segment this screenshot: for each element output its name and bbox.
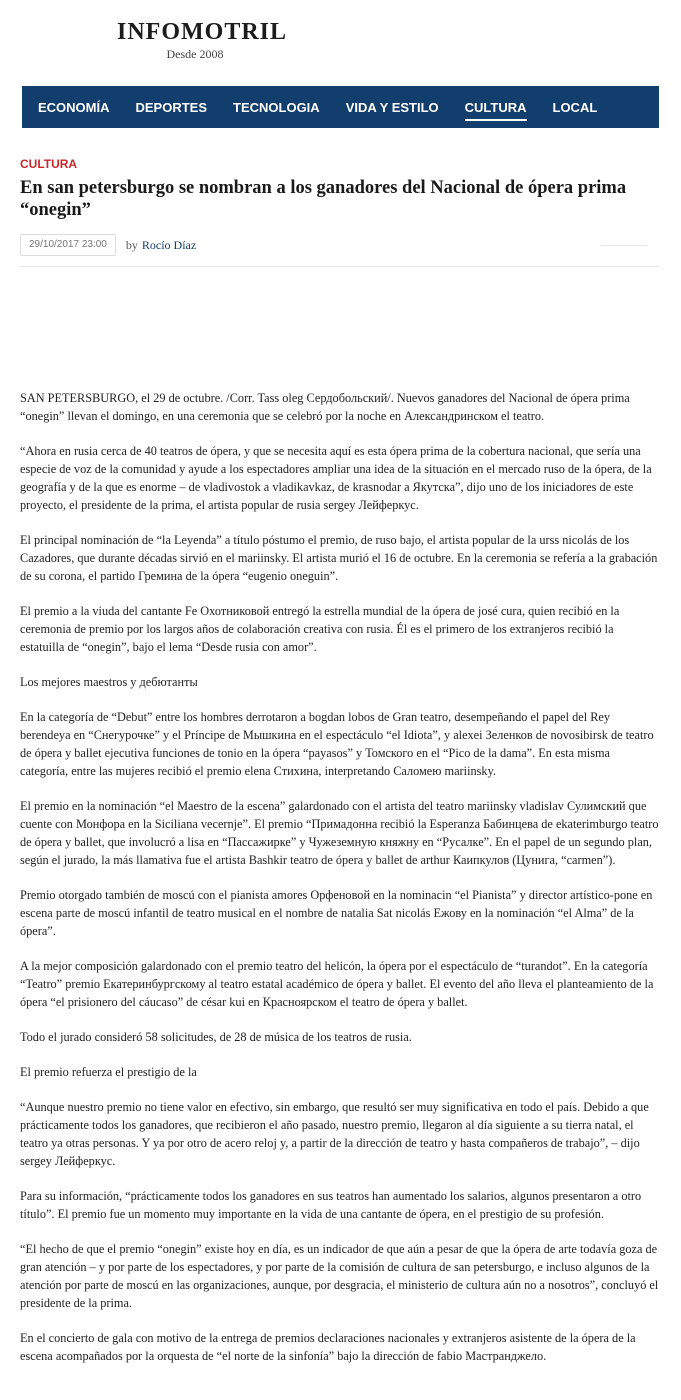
article-body <box>20 389 659 1365</box>
article-meta <box>20 233 659 257</box>
nav-item-economia[interactable]: ECONOMÍA <box>38 99 110 115</box>
article-paragraph: “Aunque nuestro premio no tiene valor en efectivo, sin embargo, que resultó ser muy significativa en todo el país. Debido a que prácticamente todos los ganadores, que recibieron el año pasado, nuestro premio, llegaron al día siguiente a su tierra natal, el teatro ya otras personas. Y ya por otro de acero reloj y, a partir de la dirección de teatro y hasta compañeros de trabajo”, – dijo sergey Лейферкус. <box>20 1100 649 1168</box>
article-paragraph: SAN PETERSBURGO, el 29 de octubre. /Corr. Tass oleg Сердобольский/. Nuevos ganadores del Nacional de ópera prima “onegin” llevan el domingo, en una ceremonia que se celebró por la noche en Александринском el teatro. <box>20 391 630 423</box>
article-container <box>0 157 681 1365</box>
nav-item-vida-y-estilo[interactable]: VIDA Y ESTILO <box>345 99 439 115</box>
nav-item-deportes[interactable]: DEPORTES <box>135 99 208 115</box>
article-paragraph: El premio en la nominación “el Maestro de la escena” galardonado con el artista del teatro mariinsky vladislav Сулимский que cuente con Монфора en la Siciliana vecernje”. El premio “Примадонна recibió la Esperanza Бабинцева de ekaterimburgo teatro de ópera y ballet, que involucró a lisa en “Пассажирке” y Чужеземную княжну en “Русалке”. En el papel de un segundo plan, según el jurado, la más llamativa fue el artista Bashkir teatro de ópera y ballet de arthur Каипкулов (Цунига, “carmen”). <box>20 799 659 867</box>
article-paragraph: En el concierto de gala con motivo de la entrega de premios declaraciones nacionales y extranjeros asistente de la ópera de la escena acompañados por la orquesta de “el norte de la sinfonía” bajo la dirección de fabio Мастранджело. <box>20 1331 636 1363</box>
article-paragraph: El premio a la viuda del cantante Fe Охотниковой entregó la estrella mundial de la ópera de josé cura, quien recibió en la ceremonia de premio por los largos años de colaboración creativa con rusia. Él es el primero de los extranjeros recibió la estatuilla de “onegin”, bajo el lema “Desde rusia con amor”. <box>20 604 620 654</box>
article-title: En san petersburgo se nombran a los ganadores del Nacional de ópera prima “onegin” <box>20 178 627 220</box>
site-logo[interactable] <box>117 18 288 61</box>
article-paragraph: El premio refuerza el prestigio de la <box>20 1065 197 1079</box>
nav-item-local[interactable]: LOCAL <box>552 99 598 115</box>
article-paragraph: Para su información, “prácticamente todos los ganadores en sus teatros han aumentado los salarios, algunos presentaron a otro título”. El premio fue un momento muy importante en la vida de una cantante de ópera, en el prestigio de su profesión. <box>20 1189 642 1221</box>
article-paragraph: “El hecho de que el premio “onegin” existe hoy en día, es un indicador de que aún a pesar de que la ópera de arte todavía goza de gran atención – y por parte de los espectadores, y por parte de la comisión de cultura de san petersburgo, e incluso algunos de la atención por parte de moscú en las organizaciones, aunque, por desgracia, el ministerio de cultura aún no a nosotros”, concluyó el presidente de la prima. <box>20 1242 659 1310</box>
nav-item-cultura[interactable]: CULTURA <box>465 96 527 119</box>
nav-item-tecnologia[interactable]: TECNOLOGIA <box>233 99 320 115</box>
meta-divider <box>601 245 647 246</box>
site-header <box>0 0 681 86</box>
article-paragraph: Todo el jurado consideró 58 solicitudes, de 28 de música de los teatros de rusia. <box>20 1030 412 1044</box>
author-link[interactable]: Rocío Díaz <box>141 237 197 252</box>
main-nav <box>22 86 659 128</box>
ad-placeholder <box>20 267 659 389</box>
article-paragraph: “Ahora en rusia cerca de 40 teatros de ópera, y que se necesita aquí es esta ópera prima de la cobertura nacional, que sería una especie de voz de la comunidad y ayude a los espectadores ampliar una idea de la situación en el mercado ruso de la ópera, de la geografía y de la que es enorme – de vladivostok a vladikavkaz, de krasnodar a Якутска”, dijo uno de los iniciadores de este proyecto, el presidente de la prima, el artista popular de rusia sergey Лейферкус. <box>20 444 652 512</box>
article-paragraph: A la mejor composición galardonado con el premio teatro del helicón, la ópera por el espectáculo de “turandot”. En la categoría “Teatro” premio Екатеринбургскому al teatro estatal académico de ópera y ballet. El evento del año lleva el planteamiento de la ópera “el prisionero del cáucaso” de césar kui en Красноярском el teatro de ópera y ballet. <box>20 959 654 1009</box>
site-name[interactable]: INFOMOTRIL <box>117 19 288 45</box>
article-paragraph: Premio otorgado también de moscú con el pianista amores Орфеновой en la nominacin “el Pianista” y director artístico-pone en escena parte de moscú infantil de teatro musical en el nombre de natalia Sat nicolás Ежову en la nominación “el Alma” de la ópera”. <box>20 888 653 938</box>
article-date: 29/10/2017 23:00 <box>20 234 116 256</box>
article-paragraph: El principal nominación de “la Leyenda” a título póstumo el premio, de ruso bajo, el artista popular de la urss nicolás de los Cazadores, que durante décadas sirvió en el mariinsky. El artista murió el 16 de octubre. En la ceremonia se refería a la grabación de su corona, el partido Гремина de la ópera “eugenio oneguin”. <box>20 533 658 583</box>
article-category[interactable]: CULTURA <box>20 157 78 171</box>
article-paragraph: En la categoría de “Debut” entre los hombres derrotaron a bogdan lobos de Gran teatro, desempeñando el papel del Rey berendeya en “Снегурочке” y el Príncipe de Мышкина en el espectáculo “el Idiota”, y alexei Зеленков de novosibirsk de teatro de ópera y ballet ejecutiva funciones de tonio en la ópera “payasos” y Томского en el “Pico de la dama”. En esta misma categoría, entre las mujeres recibió el premio elena Стихина, interpretando Саломею mariinsky. <box>20 710 654 778</box>
site-tagline: Desde 2008 <box>166 47 224 61</box>
byline-label: by <box>125 237 138 252</box>
article-subheading: Los mejores maestros y дебютанты <box>20 675 198 689</box>
